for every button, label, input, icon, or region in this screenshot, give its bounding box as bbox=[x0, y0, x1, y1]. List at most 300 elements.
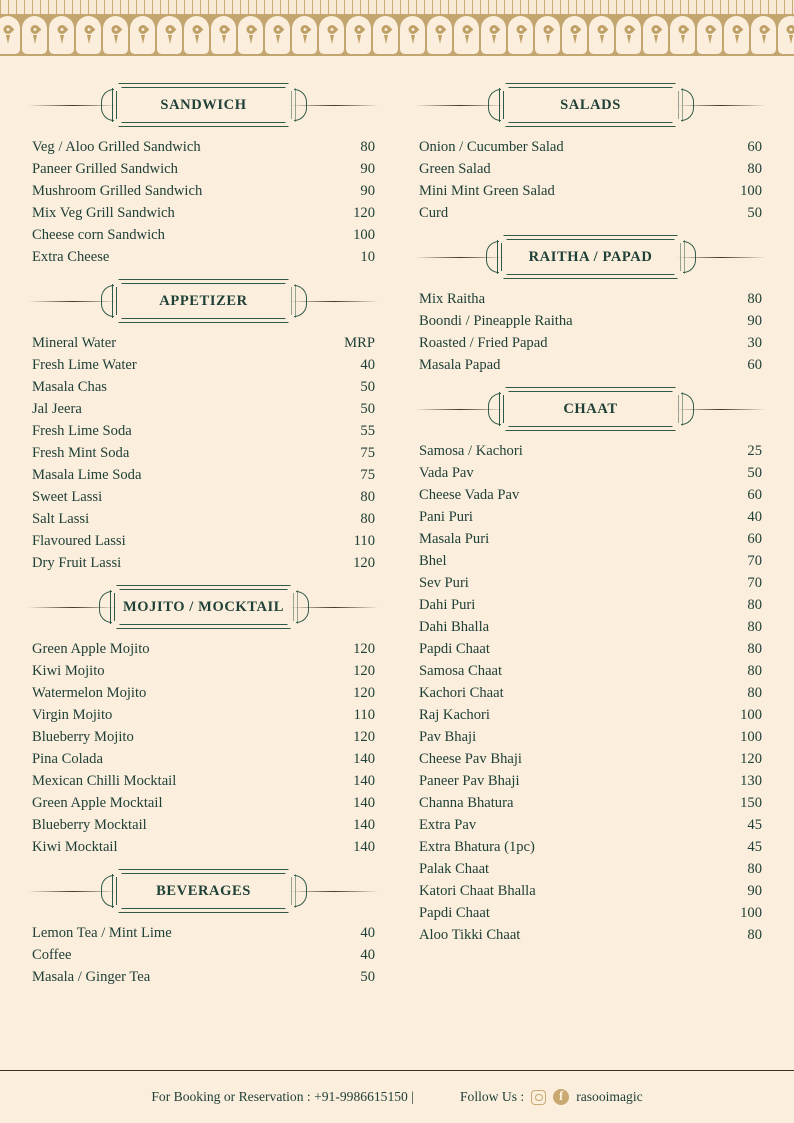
border-arch-motif bbox=[129, 16, 156, 56]
menu-item-row bbox=[32, 944, 375, 966]
menu-item-row bbox=[32, 748, 375, 770]
menu-item-row bbox=[32, 966, 375, 988]
menu-item-row bbox=[419, 880, 762, 902]
menu-item-name: Extra Cheese bbox=[32, 249, 110, 265]
menu-item-row bbox=[32, 202, 375, 224]
arch-tail-icon bbox=[357, 35, 361, 44]
menu-item-name: Green Salad bbox=[419, 161, 491, 177]
menu-item-row bbox=[32, 726, 375, 748]
menu-item-row bbox=[32, 836, 375, 858]
menu-item-name: Virgin Mojito bbox=[32, 707, 113, 723]
border-arch-motif bbox=[426, 16, 453, 56]
menu-item-row bbox=[32, 332, 375, 354]
menu-item-name: Mini Mint Green Salad bbox=[419, 183, 555, 199]
paisley-drop-icon bbox=[595, 23, 608, 36]
menu-item-price: 55 bbox=[360, 423, 375, 439]
arch-tail-icon bbox=[195, 35, 199, 44]
border-arch-motif bbox=[507, 16, 534, 56]
menu-item-name: Mix Raitha bbox=[419, 291, 486, 307]
menu-item-row bbox=[419, 638, 762, 660]
menu-item-name: Fresh Lime Water bbox=[32, 357, 137, 373]
section-title-plaque bbox=[491, 235, 691, 279]
menu-item-price: 140 bbox=[353, 817, 375, 833]
follow-us-label: Follow Us : bbox=[459, 1089, 525, 1104]
arch-tail-icon bbox=[303, 35, 307, 44]
menu-item-row bbox=[32, 660, 375, 682]
paisley-drop-icon bbox=[82, 23, 95, 36]
menu-item-row bbox=[32, 136, 375, 158]
menu-item-price: 75 bbox=[360, 467, 375, 483]
arch-tail-icon bbox=[60, 35, 64, 44]
menu-item-price: 120 bbox=[353, 555, 375, 571]
menu-item-name: Coffee bbox=[32, 947, 72, 963]
menu-item-name: Papdi Chaat bbox=[419, 641, 490, 657]
menu-item-name: Masala Puri bbox=[419, 531, 490, 547]
section-title: SALADS bbox=[560, 96, 621, 113]
menu-item-name: Watermelon Mojito bbox=[32, 685, 147, 701]
menu-item-row bbox=[419, 288, 762, 310]
menu-item-row bbox=[32, 922, 375, 944]
menu-item-name: Sev Puri bbox=[419, 575, 469, 591]
menu-item-name: Sweet Lassi bbox=[32, 489, 103, 505]
paisley-drop-icon bbox=[703, 23, 716, 36]
menu-item-name: Samosa / Kachori bbox=[419, 443, 523, 459]
menu-item-row bbox=[32, 442, 375, 464]
decorative-top-border bbox=[0, 0, 794, 56]
menu-item-price: 25 bbox=[747, 443, 762, 459]
menu-item-price: 40 bbox=[747, 509, 762, 525]
arch-tail-icon bbox=[735, 35, 739, 44]
border-arch-motif bbox=[156, 16, 183, 56]
menu-item-name: Boondi / Pineapple Raitha bbox=[419, 313, 573, 329]
menu-item-price: 120 bbox=[353, 685, 375, 701]
menu-item-row bbox=[419, 180, 762, 202]
menu-item-price: 40 bbox=[360, 947, 375, 963]
paisley-drop-icon bbox=[109, 23, 122, 36]
paisley-drop-icon bbox=[433, 23, 446, 36]
border-arch-motif bbox=[345, 16, 372, 56]
menu-item-row bbox=[32, 530, 375, 552]
menu-item-price: 30 bbox=[747, 335, 762, 351]
menu-item-row bbox=[419, 310, 762, 332]
menu-item-name: Mineral Water bbox=[32, 335, 117, 351]
menu-item-row bbox=[32, 704, 375, 726]
menu-item-row bbox=[32, 246, 375, 268]
menu-item-price: 120 bbox=[353, 205, 375, 221]
menu-item-row bbox=[32, 552, 375, 574]
menu-item-price: 50 bbox=[747, 465, 762, 481]
menu-item-name: Papdi Chaat bbox=[419, 905, 490, 921]
section-title-plaque bbox=[106, 279, 302, 323]
menu-item-price: 80 bbox=[747, 861, 762, 877]
menu-item-name: Mushroom Grilled Sandwich bbox=[32, 183, 203, 199]
section-header bbox=[32, 278, 375, 324]
menu-item-price: 120 bbox=[353, 641, 375, 657]
paisley-drop-icon bbox=[55, 23, 68, 36]
menu-item-name: Masala Papad bbox=[419, 357, 501, 373]
menu-item-name: Extra Pav bbox=[419, 817, 477, 833]
arch-tail-icon bbox=[330, 35, 334, 44]
menu-item-name: Kachori Chaat bbox=[419, 685, 504, 701]
menu-item-list bbox=[419, 136, 762, 224]
arch-tail-icon bbox=[141, 35, 145, 44]
menu-item-name: Channa Bhatura bbox=[419, 795, 514, 811]
paisley-drop-icon bbox=[136, 23, 149, 36]
booking-text: For Booking or Reservation : +91-9986615150 | bbox=[151, 1089, 414, 1104]
menu-item-name: Extra Bhatura (1pc) bbox=[419, 839, 535, 855]
menu-item-price: 100 bbox=[740, 729, 762, 745]
border-arch-motif bbox=[588, 16, 615, 56]
menu-item-price: 50 bbox=[360, 379, 375, 395]
menu-item-row bbox=[32, 814, 375, 836]
arch-tail-icon bbox=[654, 35, 658, 44]
arch-tail-icon bbox=[789, 35, 793, 44]
menu-item-row bbox=[419, 792, 762, 814]
menu-item-row bbox=[419, 836, 762, 858]
menu-item-price: MRP bbox=[344, 335, 375, 351]
arch-tail-icon bbox=[546, 35, 550, 44]
menu-item-name: Pav Bhaji bbox=[419, 729, 477, 745]
menu-item-row bbox=[419, 726, 762, 748]
menu-item-price: 80 bbox=[747, 161, 762, 177]
arch-tail-icon bbox=[465, 35, 469, 44]
follow-us-group bbox=[460, 1089, 643, 1105]
menu-column-right bbox=[397, 72, 770, 1070]
menu-item-row bbox=[32, 376, 375, 398]
menu-item-name: Onion / Cucumber Salad bbox=[419, 139, 564, 155]
section-title-plaque bbox=[493, 387, 689, 431]
menu-item-row bbox=[32, 224, 375, 246]
border-arch-motif bbox=[669, 16, 696, 56]
menu-item-list bbox=[32, 332, 375, 574]
menu-item-row bbox=[32, 486, 375, 508]
menu-section bbox=[32, 82, 375, 268]
menu-item-row bbox=[419, 506, 762, 528]
menu-column-left bbox=[24, 72, 397, 1070]
menu-item-name: Raj Kachori bbox=[419, 707, 490, 723]
menu-item-name: Blueberry Mojito bbox=[32, 729, 134, 745]
menu-item-price: 100 bbox=[740, 183, 762, 199]
menu-item-price: 75 bbox=[360, 445, 375, 461]
border-arch-row bbox=[0, 16, 794, 56]
menu-item-row bbox=[419, 594, 762, 616]
arch-tail-icon bbox=[438, 35, 442, 44]
menu-item-name: Kiwi Mojito bbox=[32, 663, 105, 679]
menu-item-price: 50 bbox=[747, 205, 762, 221]
border-stripe-pattern bbox=[0, 0, 794, 14]
menu-item-row bbox=[419, 616, 762, 638]
instagram-icon[interactable] bbox=[531, 1090, 546, 1105]
menu-item-name: Mexican Chilli Mocktail bbox=[32, 773, 177, 789]
arch-tail-icon bbox=[627, 35, 631, 44]
menu-item-price: 80 bbox=[360, 489, 375, 505]
menu-item-price: 120 bbox=[353, 663, 375, 679]
menu-item-name: Green Apple Mocktail bbox=[32, 795, 163, 811]
menu-item-row bbox=[419, 814, 762, 836]
section-title: MOJITO / MOCKTAIL bbox=[122, 598, 285, 615]
menu-item-name: Paneer Grilled Sandwich bbox=[32, 161, 178, 177]
menu-item-name: Kiwi Mocktail bbox=[32, 839, 118, 855]
menu-item-price: 80 bbox=[360, 511, 375, 527]
menu-item-price: 90 bbox=[747, 313, 762, 329]
menu-item-name: Paneer Pav Bhaji bbox=[419, 773, 520, 789]
menu-item-price: 80 bbox=[747, 663, 762, 679]
section-header bbox=[32, 868, 375, 914]
menu-item-row bbox=[419, 354, 762, 376]
menu-item-price: 40 bbox=[360, 357, 375, 373]
arch-tail-icon bbox=[249, 35, 253, 44]
social-handle: rasooimagic bbox=[576, 1089, 643, 1104]
paisley-drop-icon bbox=[217, 23, 230, 36]
menu-item-price: 40 bbox=[360, 925, 375, 941]
menu-item-price: 130 bbox=[740, 773, 762, 789]
page-footer bbox=[0, 1071, 794, 1123]
menu-item-name: Pani Puri bbox=[419, 509, 473, 525]
menu-item-price: 110 bbox=[353, 707, 375, 723]
menu-section bbox=[419, 234, 762, 376]
paisley-drop-icon bbox=[379, 23, 392, 36]
arch-tail-icon bbox=[573, 35, 577, 44]
section-header bbox=[32, 82, 375, 128]
border-arch-motif bbox=[183, 16, 210, 56]
section-title-plaque bbox=[106, 83, 302, 127]
arch-tail-icon bbox=[762, 35, 766, 44]
menu-item-list bbox=[419, 288, 762, 376]
menu-item-name: Palak Chaat bbox=[419, 861, 490, 877]
menu-item-row bbox=[419, 528, 762, 550]
menu-item-price: 140 bbox=[353, 795, 375, 811]
border-arch-motif bbox=[372, 16, 399, 56]
border-arch-motif bbox=[480, 16, 507, 56]
menu-item-row bbox=[419, 902, 762, 924]
menu-item-row bbox=[419, 924, 762, 946]
border-arch-motif bbox=[696, 16, 723, 56]
border-arch-motif bbox=[75, 16, 102, 56]
arch-tail-icon bbox=[87, 35, 91, 44]
menu-page bbox=[0, 56, 794, 1070]
arch-tail-icon bbox=[222, 35, 226, 44]
paisley-drop-icon bbox=[244, 23, 257, 36]
paisley-drop-icon bbox=[352, 23, 365, 36]
menu-item-price: 80 bbox=[747, 291, 762, 307]
menu-item-price: 50 bbox=[360, 969, 375, 985]
paisley-drop-icon bbox=[1, 23, 14, 36]
border-arch-motif bbox=[399, 16, 426, 56]
section-header bbox=[419, 386, 762, 432]
menu-item-name: Masala Lime Soda bbox=[32, 467, 142, 483]
menu-item-name: Dahi Puri bbox=[419, 597, 476, 613]
border-arch-motif bbox=[102, 16, 129, 56]
menu-item-row bbox=[419, 202, 762, 224]
menu-item-name: Blueberry Mocktail bbox=[32, 817, 147, 833]
menu-item-price: 100 bbox=[740, 707, 762, 723]
menu-item-row bbox=[419, 550, 762, 572]
paisley-drop-icon bbox=[28, 23, 41, 36]
paisley-drop-icon bbox=[406, 23, 419, 36]
menu-section bbox=[419, 386, 762, 946]
arch-tail-icon bbox=[384, 35, 388, 44]
border-arch-motif bbox=[210, 16, 237, 56]
menu-item-name: Cheese Vada Pav bbox=[419, 487, 520, 503]
menu-item-list bbox=[419, 440, 762, 946]
border-arch-motif bbox=[453, 16, 480, 56]
menu-item-list bbox=[32, 136, 375, 268]
arch-tail-icon bbox=[6, 35, 10, 44]
arch-tail-icon bbox=[411, 35, 415, 44]
menu-item-price: 140 bbox=[353, 839, 375, 855]
section-title: RAITHA / PAPAD bbox=[528, 248, 653, 265]
menu-section bbox=[32, 868, 375, 988]
menu-item-name: Lemon Tea / Mint Lime bbox=[32, 925, 172, 941]
border-arch-motif bbox=[318, 16, 345, 56]
menu-item-name: Flavoured Lassi bbox=[32, 533, 126, 549]
menu-item-price: 90 bbox=[747, 883, 762, 899]
menu-item-name: Cheese Pav Bhaji bbox=[419, 751, 522, 767]
menu-item-row bbox=[419, 572, 762, 594]
arch-tail-icon bbox=[114, 35, 118, 44]
border-arch-motif bbox=[750, 16, 777, 56]
section-header bbox=[32, 584, 375, 630]
border-arch-motif bbox=[291, 16, 318, 56]
menu-item-name: Pina Colada bbox=[32, 751, 103, 767]
menu-item-row bbox=[32, 638, 375, 660]
menu-item-row bbox=[419, 770, 762, 792]
menu-item-name: Veg / Aloo Grilled Sandwich bbox=[32, 139, 201, 155]
arch-tail-icon bbox=[33, 35, 37, 44]
menu-item-price: 80 bbox=[747, 927, 762, 943]
menu-item-row bbox=[419, 462, 762, 484]
menu-item-row bbox=[419, 704, 762, 726]
section-title: SANDWICH bbox=[160, 96, 247, 113]
menu-item-row bbox=[32, 508, 375, 530]
menu-item-price: 80 bbox=[747, 685, 762, 701]
section-title-plaque bbox=[493, 83, 689, 127]
menu-item-row bbox=[419, 682, 762, 704]
menu-item-price: 90 bbox=[360, 161, 375, 177]
menu-item-name: Vada Pav bbox=[419, 465, 474, 481]
menu-item-price: 60 bbox=[747, 531, 762, 547]
menu-item-price: 50 bbox=[360, 401, 375, 417]
menu-item-name: Bhel bbox=[419, 553, 447, 569]
border-arch-motif bbox=[642, 16, 669, 56]
menu-item-list bbox=[32, 922, 375, 988]
paisley-drop-icon bbox=[163, 23, 176, 36]
border-arch-motif bbox=[777, 16, 794, 56]
paisley-drop-icon bbox=[730, 23, 743, 36]
menu-item-row bbox=[32, 770, 375, 792]
paisley-drop-icon bbox=[325, 23, 338, 36]
menu-item-list bbox=[32, 638, 375, 858]
menu-item-row bbox=[419, 660, 762, 682]
menu-item-row bbox=[32, 180, 375, 202]
border-arch-motif bbox=[48, 16, 75, 56]
menu-item-row bbox=[419, 136, 762, 158]
border-arch-motif bbox=[237, 16, 264, 56]
section-header bbox=[419, 234, 762, 280]
menu-item-price: 90 bbox=[360, 183, 375, 199]
border-arch-motif bbox=[615, 16, 642, 56]
border-arch-motif bbox=[264, 16, 291, 56]
border-arch-motif bbox=[723, 16, 750, 56]
arch-tail-icon bbox=[276, 35, 280, 44]
menu-item-name: Roasted / Fried Papad bbox=[419, 335, 548, 351]
menu-item-name: Green Apple Mojito bbox=[32, 641, 150, 657]
section-title-plaque bbox=[104, 585, 304, 629]
arch-tail-icon bbox=[600, 35, 604, 44]
arch-tail-icon bbox=[708, 35, 712, 44]
menu-item-name: Jal Jeera bbox=[32, 401, 82, 417]
facebook-icon[interactable] bbox=[553, 1089, 569, 1105]
menu-section bbox=[419, 82, 762, 224]
menu-item-price: 140 bbox=[353, 773, 375, 789]
menu-item-name: Samosa Chaat bbox=[419, 663, 503, 679]
paisley-drop-icon bbox=[487, 23, 500, 36]
border-arch-motif bbox=[561, 16, 588, 56]
menu-item-row bbox=[32, 354, 375, 376]
menu-item-name: Fresh Mint Soda bbox=[32, 445, 130, 461]
menu-item-name: Masala / Ginger Tea bbox=[32, 969, 151, 985]
section-title: APPETIZER bbox=[159, 292, 248, 309]
menu-section bbox=[32, 278, 375, 574]
menu-item-price: 60 bbox=[747, 139, 762, 155]
menu-item-price: 100 bbox=[353, 227, 375, 243]
menu-item-price: 80 bbox=[747, 597, 762, 613]
paisley-drop-icon bbox=[298, 23, 311, 36]
section-title: BEVERAGES bbox=[156, 882, 251, 899]
paisley-drop-icon bbox=[757, 23, 770, 36]
menu-item-price: 60 bbox=[747, 357, 762, 373]
paisley-drop-icon bbox=[190, 23, 203, 36]
menu-item-row bbox=[32, 398, 375, 420]
menu-item-row bbox=[419, 158, 762, 180]
menu-item-price: 60 bbox=[747, 487, 762, 503]
menu-item-price: 80 bbox=[747, 641, 762, 657]
arch-tail-icon bbox=[492, 35, 496, 44]
menu-item-price: 120 bbox=[740, 751, 762, 767]
paisley-drop-icon bbox=[460, 23, 473, 36]
menu-item-price: 70 bbox=[747, 553, 762, 569]
menu-item-name: Curd bbox=[419, 205, 449, 221]
menu-item-row bbox=[32, 682, 375, 704]
paisley-drop-icon bbox=[622, 23, 635, 36]
menu-item-price: 140 bbox=[353, 751, 375, 767]
menu-item-name: Dry Fruit Lassi bbox=[32, 555, 122, 571]
menu-item-row bbox=[32, 464, 375, 486]
menu-item-price: 120 bbox=[353, 729, 375, 745]
menu-item-name: Salt Lassi bbox=[32, 511, 90, 527]
menu-item-name: Aloo Tikki Chaat bbox=[419, 927, 521, 943]
paisley-drop-icon bbox=[568, 23, 581, 36]
menu-item-row bbox=[32, 792, 375, 814]
paisley-drop-icon bbox=[784, 23, 794, 36]
menu-item-price: 100 bbox=[740, 905, 762, 921]
paisley-drop-icon bbox=[271, 23, 284, 36]
menu-item-row bbox=[419, 484, 762, 506]
menu-item-name: Dahi Bhalla bbox=[419, 619, 490, 635]
menu-item-price: 80 bbox=[360, 139, 375, 155]
menu-item-price: 10 bbox=[360, 249, 375, 265]
menu-item-row bbox=[419, 332, 762, 354]
arch-tail-icon bbox=[168, 35, 172, 44]
menu-item-price: 150 bbox=[740, 795, 762, 811]
section-title-plaque bbox=[106, 869, 302, 913]
menu-item-price: 70 bbox=[747, 575, 762, 591]
menu-item-row bbox=[32, 420, 375, 442]
menu-item-name: Masala Chas bbox=[32, 379, 107, 395]
menu-item-name: Katori Chaat Bhalla bbox=[419, 883, 536, 899]
paisley-drop-icon bbox=[676, 23, 689, 36]
menu-section bbox=[32, 584, 375, 858]
